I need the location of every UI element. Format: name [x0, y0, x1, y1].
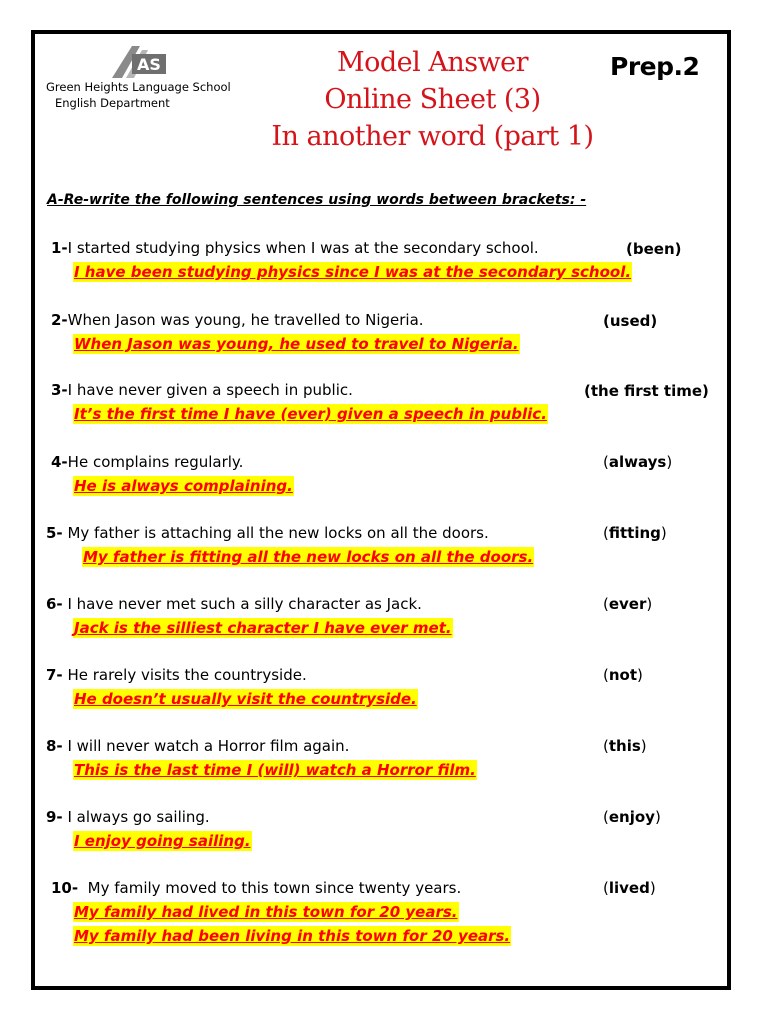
question-number: 4-: [51, 453, 68, 471]
answer-10a: My family had lived in this town for 20 years.: [74, 903, 458, 921]
keyword-7: [603, 665, 643, 685]
keyword-1: [626, 239, 681, 259]
keyword-8: [603, 736, 647, 756]
question-5: [46, 523, 489, 543]
answer-7: He doesn’t usually visit the countryside.: [74, 690, 417, 708]
department-name: English Department: [55, 96, 170, 110]
keyword-text: always: [608, 453, 667, 471]
question-text: He complains regularly.: [67, 453, 244, 471]
question-text: I have never given a speech in public.: [67, 381, 353, 399]
question-4: [51, 452, 243, 472]
keyword-close: ): [666, 453, 673, 471]
keyword-close: ): [646, 595, 653, 613]
question-number: 8-: [46, 737, 63, 755]
keyword-open: (: [603, 808, 609, 826]
keyword-close: ): [654, 808, 661, 826]
question-number: 10-: [51, 879, 79, 897]
sheet-title: [260, 44, 605, 155]
title-line-3: In another word (part 1): [271, 121, 594, 152]
school-name: Green Heights Language School: [46, 80, 231, 94]
keyword-close: ): [660, 524, 667, 542]
question-number: 1-: [51, 239, 68, 257]
answer-5: My father is fitting all the new locks on all the doors.: [83, 548, 534, 566]
answer-1: I have been studying physics since I was at the secondary school.: [74, 263, 632, 281]
keyword-text: not: [608, 666, 638, 684]
question-text: I have never met such a silly character as Jack.: [67, 595, 422, 613]
title-line-2: Online Sheet (3): [324, 84, 541, 115]
keyword-4: [603, 452, 672, 472]
keyword-10: [603, 878, 656, 898]
answer-10b: My family had been living in this town for 20 years.: [74, 927, 511, 945]
grade-label: Prep.2: [610, 52, 700, 81]
school-logo: [110, 44, 168, 80]
keyword-open: (: [603, 453, 609, 471]
keyword-text: this: [608, 737, 641, 755]
question-text: He rarely visits the countryside.: [67, 666, 307, 684]
keyword-open: (: [603, 879, 609, 897]
keyword-text: ever: [608, 595, 647, 613]
question-text: I will never watch a Horror film again.: [67, 737, 350, 755]
keyword-text: fitting: [608, 524, 661, 542]
keyword-open: (: [603, 666, 609, 684]
question-text: When Jason was young, he travelled to Nigeria.: [67, 311, 424, 329]
question-1: [51, 238, 539, 258]
answer-6: Jack is the silliest character I have ever met.: [74, 619, 452, 637]
question-text: My family moved to this town since twenty years.: [87, 879, 462, 897]
question-number: 9-: [46, 808, 63, 826]
answer-2: When Jason was young, he used to travel to Nigeria.: [74, 335, 519, 353]
question-number: 2-: [51, 311, 68, 329]
keyword-5: [603, 523, 667, 543]
question-8: [46, 736, 349, 756]
keyword-close: ): [649, 879, 656, 897]
question-number: 3-: [51, 381, 68, 399]
question-7: [46, 665, 307, 685]
keyword-close: ): [640, 737, 647, 755]
answer-8: This is the last time I (will) watch a Horror film.: [74, 761, 476, 779]
keyword-text: enjoy: [608, 808, 655, 826]
keyword-6: [603, 594, 652, 614]
keyword-open: (: [603, 524, 609, 542]
question-number: 7-: [46, 666, 63, 684]
keyword-2: [603, 311, 657, 331]
keyword-text: (the first time): [584, 382, 709, 400]
question-text: I started studying physics when I was at the secondary school.: [67, 239, 539, 257]
keyword-open: (: [603, 595, 609, 613]
question-10: [51, 878, 461, 898]
question-6: [46, 594, 422, 614]
question-text: I always go sailing.: [67, 808, 210, 826]
question-9: [46, 807, 210, 827]
instruction: A-Re-write the following sentences using words between brackets: -: [47, 192, 587, 208]
question-2: [51, 310, 424, 330]
answer-9: I enjoy going sailing.: [74, 832, 251, 850]
answer-3: It’s the first time I have (ever) given a speech in public.: [74, 405, 547, 423]
question-number: 6-: [46, 595, 63, 613]
title-line-1: Model Answer: [336, 47, 529, 78]
keyword-3: [584, 381, 709, 401]
question-text: My father is attaching all the new locks on all the doors.: [67, 524, 489, 542]
keyword-text: (been): [626, 240, 682, 258]
question-3: [51, 380, 353, 400]
question-number: 5-: [46, 524, 63, 542]
keyword-text: (used): [603, 312, 658, 330]
answer-4: He is always complaining.: [74, 477, 293, 495]
keyword-close: ): [637, 666, 643, 684]
school-info: [46, 79, 231, 111]
keyword-9: [603, 807, 661, 827]
keyword-open: (: [603, 737, 609, 755]
svg-text:AS: AS: [137, 55, 161, 74]
keyword-text: lived: [608, 879, 650, 897]
